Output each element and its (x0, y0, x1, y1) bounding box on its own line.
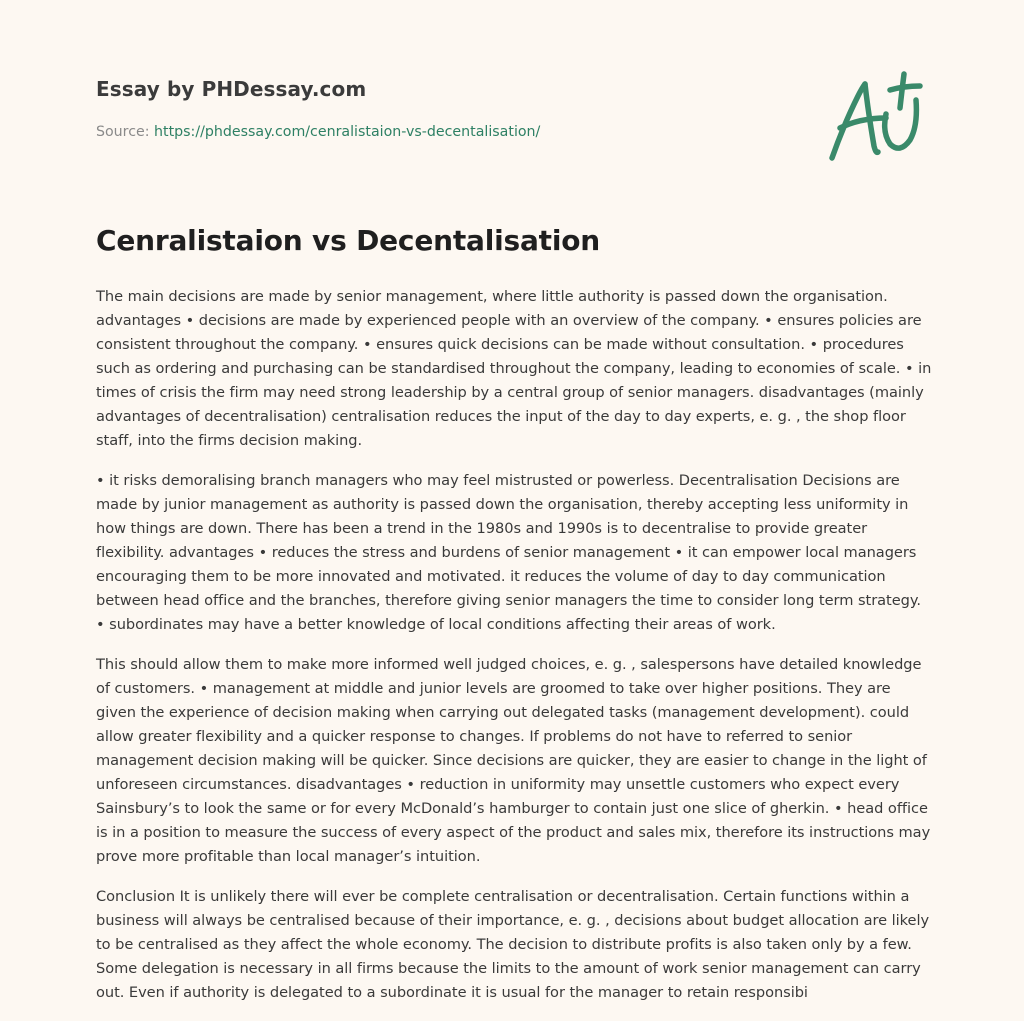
source-line (96, 124, 540, 140)
body-paragraph: The main decisions are made by senior management, where little authority is passed down the organisation. advantages • decisions are made by experienced people with an overview of the company. • ensures policies are consistent throughout the company. • ensures quick decisions can be made without consultation. • procedures such as ordering and purchasing can be standardised throughout the company, leading to economies of scale. • in times of crisis the firm may need strong leadership by a central group of senior managers. disadvantages (mainly advantages of decentralisation) centralisation reduces the input of the day to day experts, e. g. , the shop floor staff, into the firms decision making. (96, 288, 932, 449)
a-plus-logo-icon (820, 66, 932, 166)
logo-plus-horizontal (890, 86, 920, 90)
body-paragraph: Conclusion It is unlikely there will ever be complete centralisation or decentralisation. Certain functions within a business will always be centralised because of their importance, e. g. , decisions about budget allocation are likely to be centralised as they affect the whole economy. The decision to distribute profits is also taken only by a few. Some delegation is necessary in all firms because the limits to the amount of work senior management can carry out. Even if authority is delegated to a subordinate it is usual for the manager to retain responsibi (96, 888, 930, 1001)
body-paragraph: This should allow them to make more informed well judged choices, e. g. , salespersons have detailed knowledge of customers. • management at middle and junior levels are groomed to take over higher positions. They are given the experience of decision making when carrying out delegated tasks (management development). could allow greater flexibility and a quicker response to changes. If problems do not have to referred to senior management decision making will be quicker. Since decisions are quicker, they are easier to change in the light of unforeseen circumstances. disadvantages • reduction in uniformity may unsettle customers who expect every Sainsbury’s to look the same or for every McDonald’s hamburger to contain just one slice of gherkin. • head office is in a position to measure the success of every aspect of the product and sales mix, therefore its instructions may prove more profitable than local manager’s intuition. (96, 656, 931, 865)
source-label: Source: (96, 124, 155, 140)
brand-title: Essay by PHDessay.com (96, 77, 367, 101)
document-body (96, 285, 932, 1021)
document-title: Cenralistaion vs Decentalisation (96, 224, 601, 257)
logo-plus-vertical (900, 74, 904, 108)
source-link[interactable]: https://phdessay.com/cenralistaion-vs-decentalisation/ (154, 124, 541, 140)
body-paragraph: • it risks demoralising branch managers who may feel mistrusted or powerless. Decentralisation Decisions are made by junior management as authority is passed down the organisation, thereby accepting less uniformity in how things are down. There has been a trend in the 1980s and 1990s is to decentralise to provide greater flexibility. advantages • reduces the stress and burdens of senior management • it can empower local managers encouraging them to be more innovated and motivated. it reduces the volume of day to day communication between head office and the branches, therefore giving senior managers the time to consider long term strategy. • subordinates may have a better knowledge of local conditions affecting their areas of work. (96, 472, 921, 633)
